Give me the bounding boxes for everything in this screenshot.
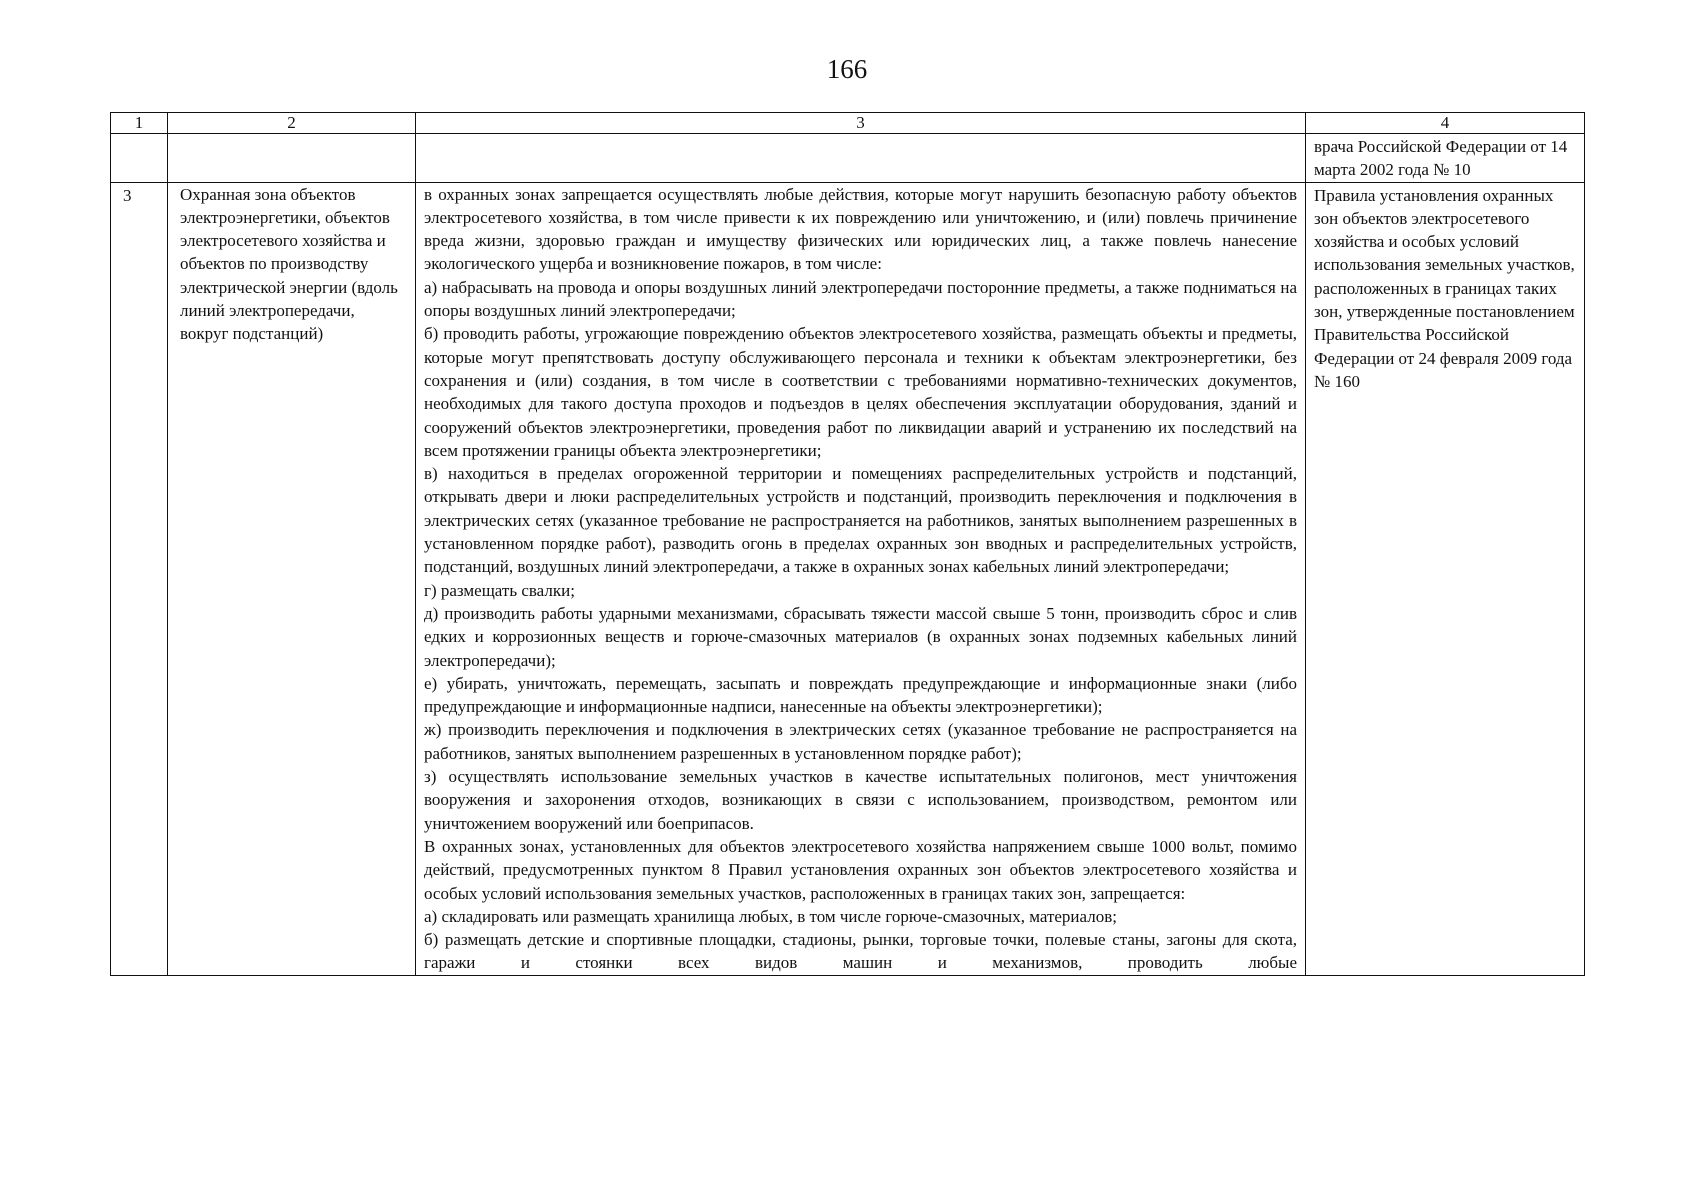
cell-continued-basis [1306, 134, 1585, 183]
cell-restrictions [416, 182, 1306, 975]
header-col-4: 4 [1306, 113, 1585, 134]
legal-basis-text: Правила установления охранных зон объектов электросетевого хозяйства и особых условий использования земельных участков, расположенных в границах таких зон, утвержденные постановлением Правительства Российской Федерации от 24 февраля 2009 года № 160 [1314, 185, 1575, 391]
restriction-paragraph: б) размещать детские и спортивные площадки, стадионы, рынки, торговые точки, полевые станы, загоны для скота, гаражи и стоянки всех видов машин и механизмов, проводить любые [424, 930, 1297, 973]
restriction-paragraph: а) набрасывать на провода и опоры воздушных линий электропередачи посторонние предметы, а также подниматься на опоры воздушных линий электропередачи; [424, 277, 1297, 321]
restriction-paragraph: е) убирать, уничтожать, перемещать, засыпать и повреждать предупреждающие и информационные знаки (либо предупреждающие и информационные надписи, нанесенные на объекты электроэнергетики); [424, 673, 1297, 717]
cell-zone-name [168, 182, 416, 975]
restriction-paragraph: з) осуществлять использование земельных участков в качестве испытательных полигонов, мест уничтожения вооружения и захоронения отходов, возникающих в связи с использованием, производством, ремонтом или уничтожением вооружений или боеприпасов. [424, 767, 1297, 833]
header-col-2: 2 [168, 113, 416, 134]
restriction-paragraph: а) складировать или размещать хранилища любых, в том числе горюче-смазочных, материалов; [424, 906, 1117, 926]
cell-empty [416, 134, 1306, 183]
continued-basis-text: врача Российской Федерации от 14 марта 2002 года № 10 [1314, 137, 1568, 180]
cell-legal-basis [1306, 182, 1585, 975]
zone-name: Охранная зона объектов электроэнергетики, объектов электросетевого хозяйства и объектов по производству электрической энергии (вдоль линий электропередачи, вокруг подстанций) [180, 184, 398, 344]
cell-empty [111, 134, 168, 183]
restriction-paragraph: в) находиться в пределах огороженной территории и помещениях распределительных устройств и подстанций, открывать двери и люки распределительных устройств и подстанций, производить переключения и подключения в электрических сетях (указанное требование не распространяется на работников, занятых выполнением разрешенных в установленном порядке работ), разводить огонь в пределах охранных зон вводных и распределительных устройств, подстанций, воздушных линий электропередачи, а также в охранных зонах кабельных линий электропередачи; [424, 464, 1297, 577]
restriction-paragraph: б) проводить работы, угрожающие повреждению объектов электросетевого хозяйства, размещать объекты и предметы, которые могут препятствовать доступу обслуживающего персонала и техники к объектам электроэнергетики, без сохранения и (или) создания, в том числе в соответствии с требованиями нормативно-технических документов, необходимых для такого доступа проходов и подъездов в целях обеспечения эксплуатации оборудования, зданий и сооружений объектов электроэнергетики, проведения работ по ликвидации аварий и устранению их последствий на всем протяжении границы объекта электроэнергетики; [424, 324, 1297, 460]
table-header-row [111, 113, 1585, 134]
restriction-paragraph: В охранных зонах, установленных для объектов электросетевого хозяйства напряжением свыше 1000 вольт, помимо действий, предусмотренных пунктом 8 Правил установления охранных зон объектов электросетевого хозяйства и особых условий использования земельных участков, расположенных в границах таких зон, запрещается: [424, 836, 1297, 903]
regulation-table [110, 112, 1585, 976]
restriction-paragraph: г) размещать свалки; [424, 580, 575, 600]
table-row-continued [111, 134, 1585, 183]
table-row [111, 182, 1585, 975]
header-col-3: 3 [416, 113, 1306, 134]
page-number: 166 [826, 54, 868, 84]
header-col-1: 1 [111, 113, 168, 134]
restriction-paragraph: ж) производить переключения и подключения в электрических сетях (указанное требование не распространяется на работников, занятых выполнением разрешенных в установленном порядке работ); [424, 720, 1297, 763]
restriction-paragraph: д) производить работы ударными механизмами, сбрасывать тяжести массой свыше 5 тонн, производить сброс и слив едких и коррозионных веществ и горюче-смазочных материалов (в охранных зонах подземных кабельных линий электропередачи); [424, 603, 1297, 670]
cell-empty [168, 134, 416, 183]
row-number: 3 [111, 182, 168, 975]
restriction-paragraph: в охранных зонах запрещается осуществлять любые действия, которые могут нарушить безопасную работу объектов электросетевого хозяйства, в том числе привести к их повреждению или уничтожению, и (или) повлечь причинение вреда жизни, здоровью граждан и имуществу физических или юридических лиц, а также повлечь нанесение экологического ущерба и возникновение пожаров, в том числе: [424, 184, 1297, 274]
